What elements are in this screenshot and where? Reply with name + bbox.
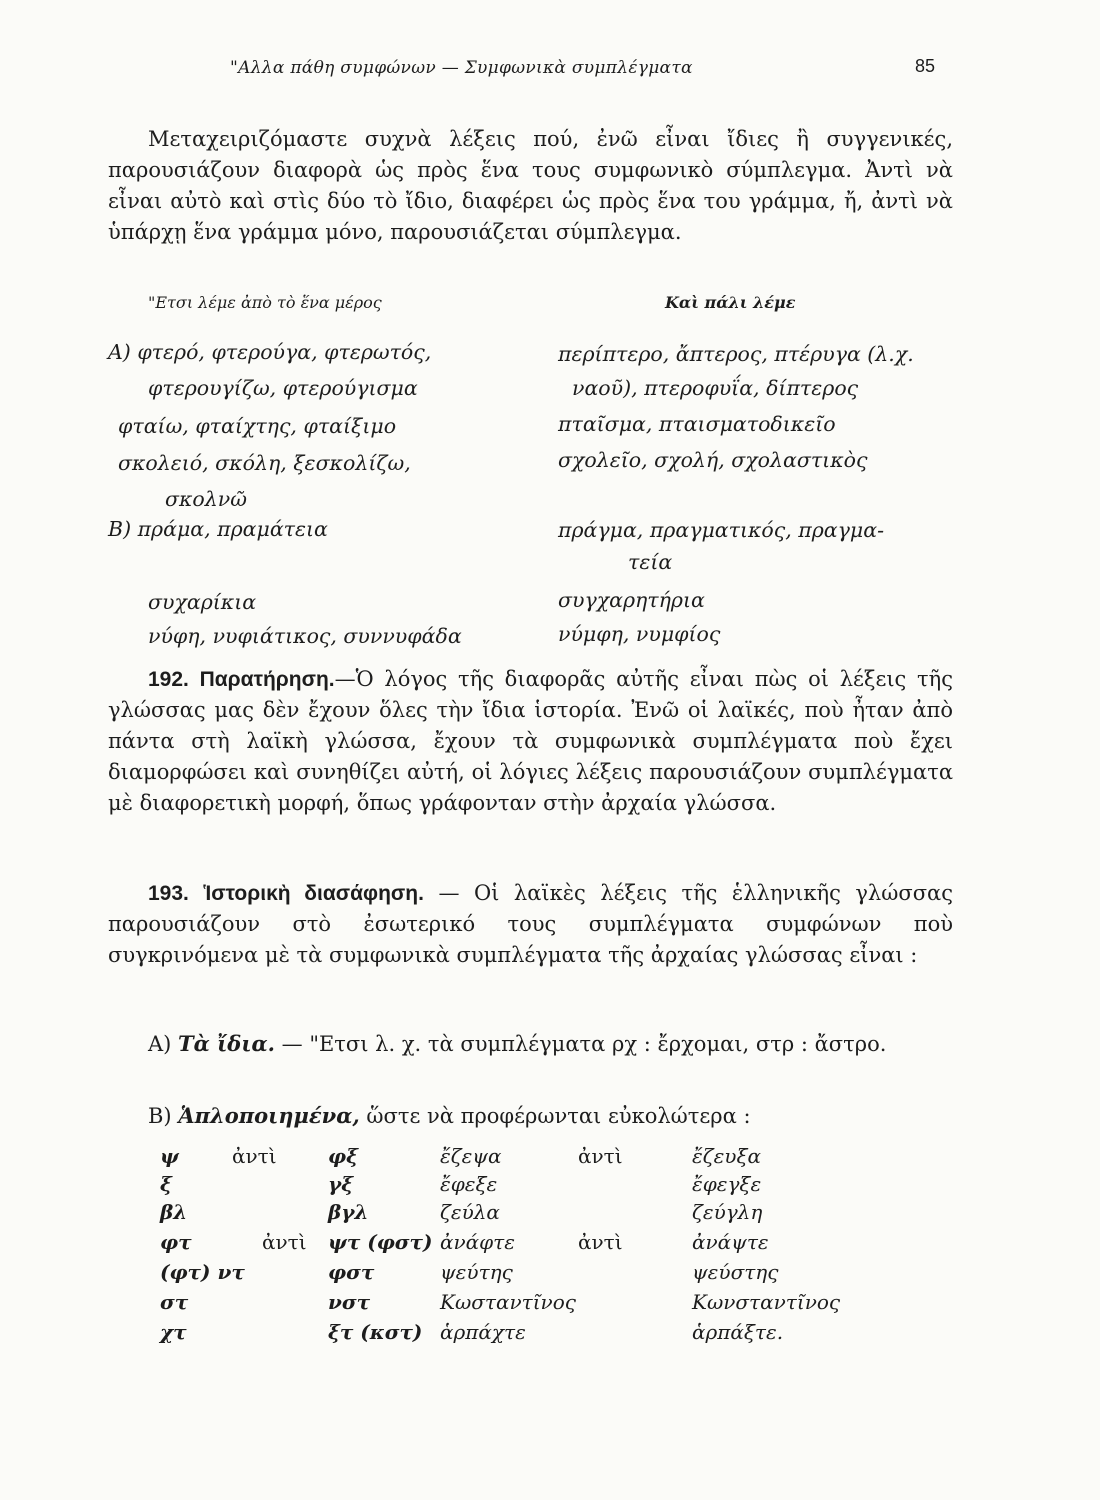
section-193-title: Ἱστορικὴ διασάφηση.	[203, 882, 424, 905]
right-line: νύμφη, νυμφίος	[558, 622, 721, 646]
page-number: 85	[915, 56, 936, 76]
left-line: φταίω, φταίχτης, φταίξιμο	[118, 414, 397, 438]
left-line: σκολειό, σκόλη, ξεσκολίζω,	[118, 451, 411, 475]
table-cell: ἔζευξα	[692, 1144, 761, 1168]
table-cell: στ	[160, 1290, 189, 1314]
left-column-heading: "Ετσι λέμε ἀπὸ τὸ ἕνα μέρος	[148, 293, 382, 312]
table-cell: βλ	[160, 1200, 188, 1224]
a-label: Α)	[148, 1032, 172, 1056]
section-192-text: —Ὁ λόγος τῆς διαφορᾶς αὐτῆς εἶναι πὼς οἱ λέξεις τῆς γλώσσας μας δὲν ἔχουν ὅλες τὴν ἴδια ἱστορία. Ἐνῶ οἱ λαϊκές, ποὺ ἦταν ἀπὸ πάντα στὴ λαϊκὴ γλώσσα, ἔχουν τὰ συμφωνικὰ συμπλέγματα ποὺ ἔχει διαμορφώσει καὶ συνηθίζει αὐτή, οἱ λόγιες λέξεις παρουσιάζουν συμπλέγματα μὲ διαφορετικὴ μορφή, ὅπως γράφονταν στὴν ἀρχαία γλώσσα.	[108, 667, 953, 815]
table-cell: ἀντὶ	[262, 1230, 307, 1254]
table-cell: χτ	[160, 1320, 187, 1344]
table-cell: ἁρπάχτε	[440, 1320, 526, 1344]
table-cell: ἁρπάξτε.	[692, 1320, 784, 1344]
left-line: συχαρίκια	[148, 590, 257, 614]
right-line: συγχαρητήρια	[558, 588, 705, 612]
table-cell: βγλ	[328, 1200, 369, 1224]
b-text: ὥστε νὰ προφέρωνται εὐκολώτερα :	[366, 1104, 751, 1128]
section-193	[108, 878, 953, 971]
table-cell: ψεύστης	[692, 1260, 779, 1284]
section-193-text: — Οἱ λαϊκὲς λέξεις τῆς ἑλληνικῆς γλώσσας παρουσιάζουν στὸ ἐσωτερικό τους συμπλέγματα συμφώνων ποὺ συγκρινόμενα μὲ τὰ συμφωνικὰ συμπλέγματα τῆς ἀρχαίας γλώσσας εἶναι :	[108, 881, 953, 967]
left-line: Β) πράμα, πραμάτεια	[108, 517, 328, 541]
left-line: σκολνῶ	[165, 487, 247, 511]
left-line: φτερουγίζω, φτερούγισμα	[148, 376, 418, 400]
table-cell: φστ	[328, 1260, 375, 1284]
left-line: Α) φτερό, φτερούγα, φτερωτός,	[108, 340, 432, 364]
table-cell: Κωσταντῖνος	[440, 1290, 576, 1314]
table-cell: φξ	[328, 1144, 358, 1168]
right-line: σχολεῖο, σχολή, σχολαστικὸς	[558, 448, 868, 472]
section-193-a	[108, 1028, 953, 1060]
table-cell: ἀντὶ	[232, 1144, 277, 1168]
table-cell: φτ	[160, 1230, 192, 1254]
right-line: πράγμα, πραγματικός, πραγμα-	[558, 518, 884, 542]
section-193-b	[108, 1100, 953, 1132]
table-cell: ἀνάψτε	[692, 1230, 769, 1254]
table-cell: γξ	[328, 1172, 354, 1196]
intro-paragraph	[108, 124, 953, 248]
intro-text: Μεταχειριζόμαστε συχνὰ λέξεις πού, ἐνῶ εἶναι ἴδιες ἢ συγγενικές, παρουσιάζουν διαφορὰ ὡς πρὸς ἕνα τους συμφωνικὸ σύμπλεγμα. Ἀντὶ νὰ εἶναι αὐτὸ καὶ στὶς δύο τὸ ἴδιο, διαφέρει ὡς πρὸς ἕνα του γράμμα, ἤ, ἀντὶ νὰ ὑπάρχῃ ἕνα γράμμα μόνο, παρουσιάζεται σύμπλεγμα.	[108, 127, 953, 244]
right-line: περίπτερο, ἄπτερος, πτέρυγα (λ.χ.	[558, 342, 914, 366]
right-line: πταῖσμα, πταισματοδικεῖο	[558, 412, 836, 436]
b-label: Β)	[148, 1104, 172, 1128]
a-text: — "Ετσι λ. χ. τὰ συμπλέγματα ρχ : ἔρχομαι, στρ : ἄστρο.	[281, 1032, 887, 1056]
table-cell: ξ	[160, 1172, 172, 1196]
table-cell: ἔφεγξε	[692, 1172, 762, 1196]
table-cell: ἔφεξε	[440, 1172, 498, 1196]
section-192-number: 192.	[148, 668, 189, 691]
table-cell: ψτ (φστ)	[328, 1230, 433, 1254]
a-title: Τὰ ἴδια.	[178, 1031, 275, 1056]
table-cell: ἀνάφτε	[440, 1230, 515, 1254]
table-cell: ζεύγλη	[692, 1200, 763, 1224]
running-header: "Αλλα πάθη συμφώνων — Συμφωνικὰ συμπλέγματα	[230, 58, 693, 78]
section-192	[108, 664, 953, 819]
section-193-number: 193.	[148, 882, 189, 905]
table-cell: Κωνσταντῖνος	[692, 1290, 841, 1314]
right-column-heading: Καὶ πάλι λέμε	[665, 293, 796, 312]
right-line: τεία	[628, 550, 673, 574]
table-cell: ἔζεψα	[440, 1144, 502, 1168]
table-cell: ψεύτης	[440, 1260, 513, 1284]
right-line: ναοῦ), πτεροφυΐα, δίπτερος	[572, 376, 859, 400]
left-line: νύφη, νυφιάτικος, συννυφάδα	[148, 624, 462, 648]
table-cell: ἀντὶ	[578, 1144, 623, 1168]
table-cell: ἀντὶ	[578, 1230, 623, 1254]
table-cell: ζεύλα	[440, 1200, 500, 1224]
table-cell: ξτ (κστ)	[328, 1320, 423, 1344]
table-cell: νστ	[328, 1290, 371, 1314]
b-title: Ἁπλοποιημένα,	[178, 1103, 360, 1128]
table-cell: ψ	[160, 1144, 179, 1168]
table-cell: (φτ) ντ	[160, 1260, 245, 1284]
section-192-title: Παρατήρηση.	[199, 668, 335, 691]
